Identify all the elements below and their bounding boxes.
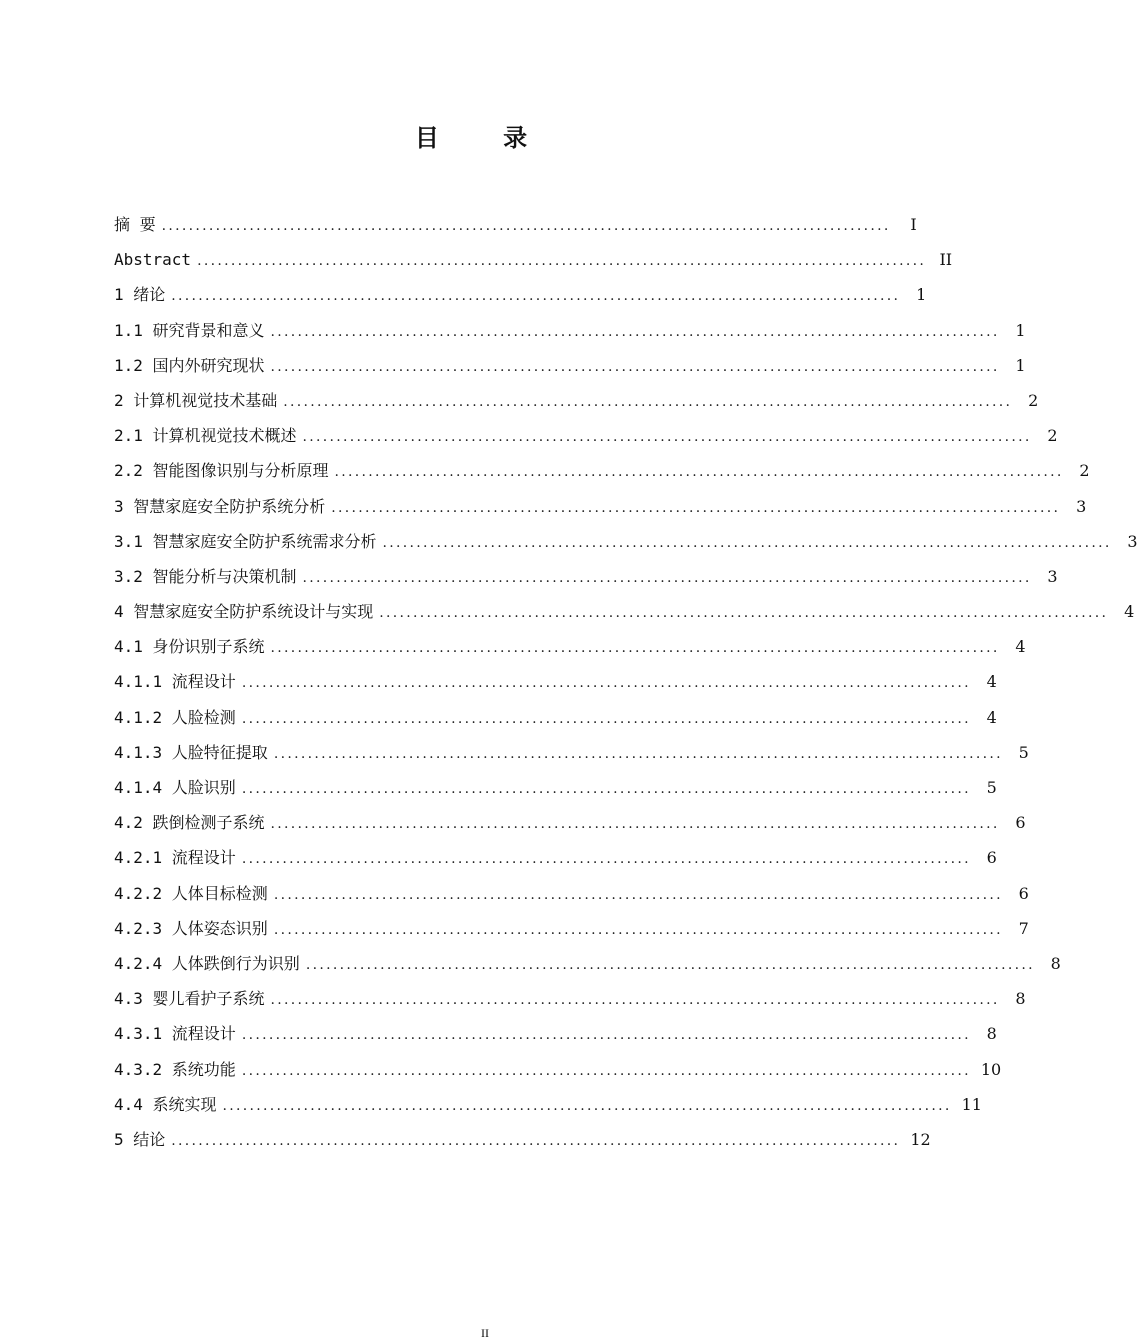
toc-entry-page: 3 (1076, 496, 1087, 516)
toc-entry[interactable] (114, 207, 917, 242)
toc-leader-dots: ............................................................................................................ (241, 851, 971, 868)
page-title: 目 录 (414, 123, 556, 152)
toc-leader-dots: ............................................................................................................ (241, 710, 971, 727)
toc-entry-label: 4.1.2 人脸检测 (114, 707, 236, 727)
toc-entry-page: 3 (1047, 566, 1058, 586)
toc-entry-label: 4.1.3 人脸特征提取 (114, 742, 268, 762)
toc-entry-page: 8 (986, 1024, 997, 1044)
toc-entry-label: 2.1 计算机视觉技术概述 (114, 426, 297, 446)
toc-entry[interactable] (114, 629, 1026, 664)
toc-entry-page: 8 (1050, 953, 1061, 973)
toc-entry-label: 3.1 智慧家庭安全防护系统需求分析 (114, 531, 377, 551)
toc-entry-label: 4.2.3 人体姿态识别 (114, 918, 268, 938)
toc-leader-dots: ............................................................................................................ (331, 499, 1061, 516)
toc-entry[interactable] (114, 876, 1029, 911)
toc-entry-page: 1 (1015, 355, 1026, 375)
toc-entry[interactable] (114, 735, 1029, 770)
toc-entry[interactable] (114, 911, 1029, 946)
toc-leader-dots: ............................................................................................................ (270, 640, 1000, 657)
toc-entry-label: 4.3.2 系统功能 (114, 1059, 236, 1079)
toc-entry-page: 8 (1015, 989, 1026, 1009)
toc-entry-label: 4.2.4 人体跌倒行为识别 (114, 953, 300, 973)
toc-entry-page: 1 (1015, 320, 1026, 340)
toc-entry[interactable] (114, 594, 1135, 629)
toc-leader-dots: ............................................................................................................ (270, 323, 1000, 340)
toc-entry-label: 5 结论 (114, 1129, 166, 1149)
toc-leader-dots: ............................................................................................................ (270, 816, 1000, 833)
table-of-contents (114, 207, 1138, 1157)
toc-leader-dots: ............................................................................................................ (305, 956, 1035, 973)
toc-entry-page: 4 (1124, 602, 1135, 622)
toc-leader-dots: ............................................................................................................ (270, 358, 1000, 375)
toc-entry[interactable] (114, 946, 1061, 981)
toc-entry-label: 4.1 身份识别子系统 (114, 637, 265, 657)
toc-entry[interactable] (114, 840, 997, 875)
toc-entry-label: 4.4 系统实现 (114, 1094, 217, 1114)
toc-entry-label: 4.1.1 流程设计 (114, 672, 236, 692)
toc-entry-label: 摘 要 (114, 215, 156, 234)
toc-entry[interactable] (114, 418, 1058, 453)
toc-leader-dots: ............................................................................................................ (241, 1027, 971, 1044)
toc-entry-label: 4 智慧家庭安全防护系统设计与实现 (114, 602, 374, 622)
toc-entry-label: 4.3.1 流程设计 (114, 1024, 236, 1044)
toc-leader-dots: ............................................................................................................ (302, 429, 1032, 446)
toc-entry-label: 4.2.1 流程设计 (114, 848, 236, 868)
toc-entry[interactable] (114, 1087, 982, 1122)
toc-entry[interactable] (114, 277, 927, 312)
toc-entry-label: 1.2 国内外研究现状 (114, 355, 265, 375)
toc-entry-page: 2 (1028, 390, 1039, 410)
toc-leader-dots: ............................................................................................................ (379, 605, 1109, 622)
toc-entry-page: 5 (1018, 742, 1029, 762)
page-number-footer: II (481, 1326, 489, 1340)
toc-entry[interactable] (114, 453, 1090, 488)
toc-entry-page: 6 (1015, 813, 1026, 833)
toc-leader-dots: ............................................................................................................ (222, 1097, 952, 1114)
toc-entry-label: 4.1.4 人脸识别 (114, 778, 236, 797)
toc-leader-dots: ............................................................................................................ (241, 781, 971, 797)
toc-leader-dots: ............................................................................................................ (241, 1062, 971, 1079)
toc-leader-dots: ............................................................................................................ (273, 921, 1003, 938)
toc-entry-label: 4.2 跌倒检测子系统 (114, 813, 265, 833)
toc-entry[interactable] (114, 348, 1026, 383)
toc-entry[interactable] (114, 242, 953, 277)
toc-entry-page: 1 (916, 285, 927, 305)
toc-entry-label: 4.3 婴儿看护子系统 (114, 989, 265, 1009)
toc-entry-page: 6 (1018, 883, 1029, 903)
toc-entry-page: 4 (986, 707, 997, 727)
toc-leader-dots: ............................................................................................................ (171, 288, 901, 305)
toc-entry[interactable] (114, 981, 1026, 1016)
toc-entry-label: 1 绪论 (114, 285, 166, 305)
toc-entry-label: 3 智慧家庭安全防护系统分析 (114, 496, 326, 516)
toc-leader-dots: ............................................................................................................ (283, 393, 1013, 410)
toc-entry-label: Abstract (114, 250, 192, 270)
toc-entry-page: 4 (986, 672, 997, 692)
toc-leader-dots: ............................................................................................................ (161, 218, 891, 234)
toc-entry[interactable] (114, 700, 997, 735)
toc-entry-page: 4 (1015, 637, 1026, 657)
toc-leader-dots: ............................................................................................................ (273, 886, 1003, 903)
toc-entry-label: 1.1 研究背景和意义 (114, 320, 265, 340)
toc-entry[interactable] (114, 524, 1138, 559)
toc-entry-label: 2.2 智能图像识别与分析原理 (114, 461, 329, 481)
toc-entry-page: 6 (986, 848, 997, 868)
toc-entry-page: I (910, 215, 917, 234)
toc-leader-dots: ............................................................................................................ (273, 745, 1003, 762)
toc-entry[interactable] (114, 1052, 1002, 1087)
toc-entry-page: 7 (1018, 918, 1029, 938)
toc-entry-label: 4.2.2 人体目标检测 (114, 883, 268, 903)
toc-entry-label: 3.2 智能分析与决策机制 (114, 566, 297, 586)
toc-leader-dots: ............................................................................................................ (382, 534, 1112, 551)
toc-entry-page: 12 (910, 1129, 931, 1149)
toc-entry[interactable] (114, 313, 1026, 348)
toc-entry[interactable] (114, 559, 1058, 594)
toc-entry-page: 5 (986, 778, 997, 797)
toc-entry[interactable] (114, 383, 1039, 418)
toc-leader-dots: ............................................................................................................ (270, 992, 1000, 1009)
toc-entry[interactable] (114, 664, 997, 699)
toc-entry[interactable] (114, 1016, 997, 1051)
toc-entry-page: II (939, 250, 953, 270)
toc-leader-dots: ............................................................................................................ (334, 464, 1064, 481)
toc-entry-page: 11 (961, 1094, 982, 1114)
toc-entry[interactable] (114, 489, 1087, 524)
toc-leader-dots: ............................................................................................................ (302, 569, 1032, 586)
toc-entry-label: 2 计算机视觉技术基础 (114, 390, 278, 410)
toc-entry[interactable] (114, 805, 1026, 840)
toc-leader-dots: ............................................................................................................ (197, 253, 927, 270)
toc-entry-page: 2 (1047, 426, 1058, 446)
toc-leader-dots: ............................................................................................................ (171, 1132, 901, 1149)
toc-entry-page: 2 (1079, 461, 1090, 481)
toc-entry[interactable] (114, 1122, 931, 1157)
toc-entry-page: 10 (980, 1059, 1002, 1079)
toc-leader-dots: ............................................................................................................ (241, 675, 971, 692)
toc-entry[interactable] (114, 770, 997, 805)
toc-entry-page: 3 (1127, 531, 1138, 551)
